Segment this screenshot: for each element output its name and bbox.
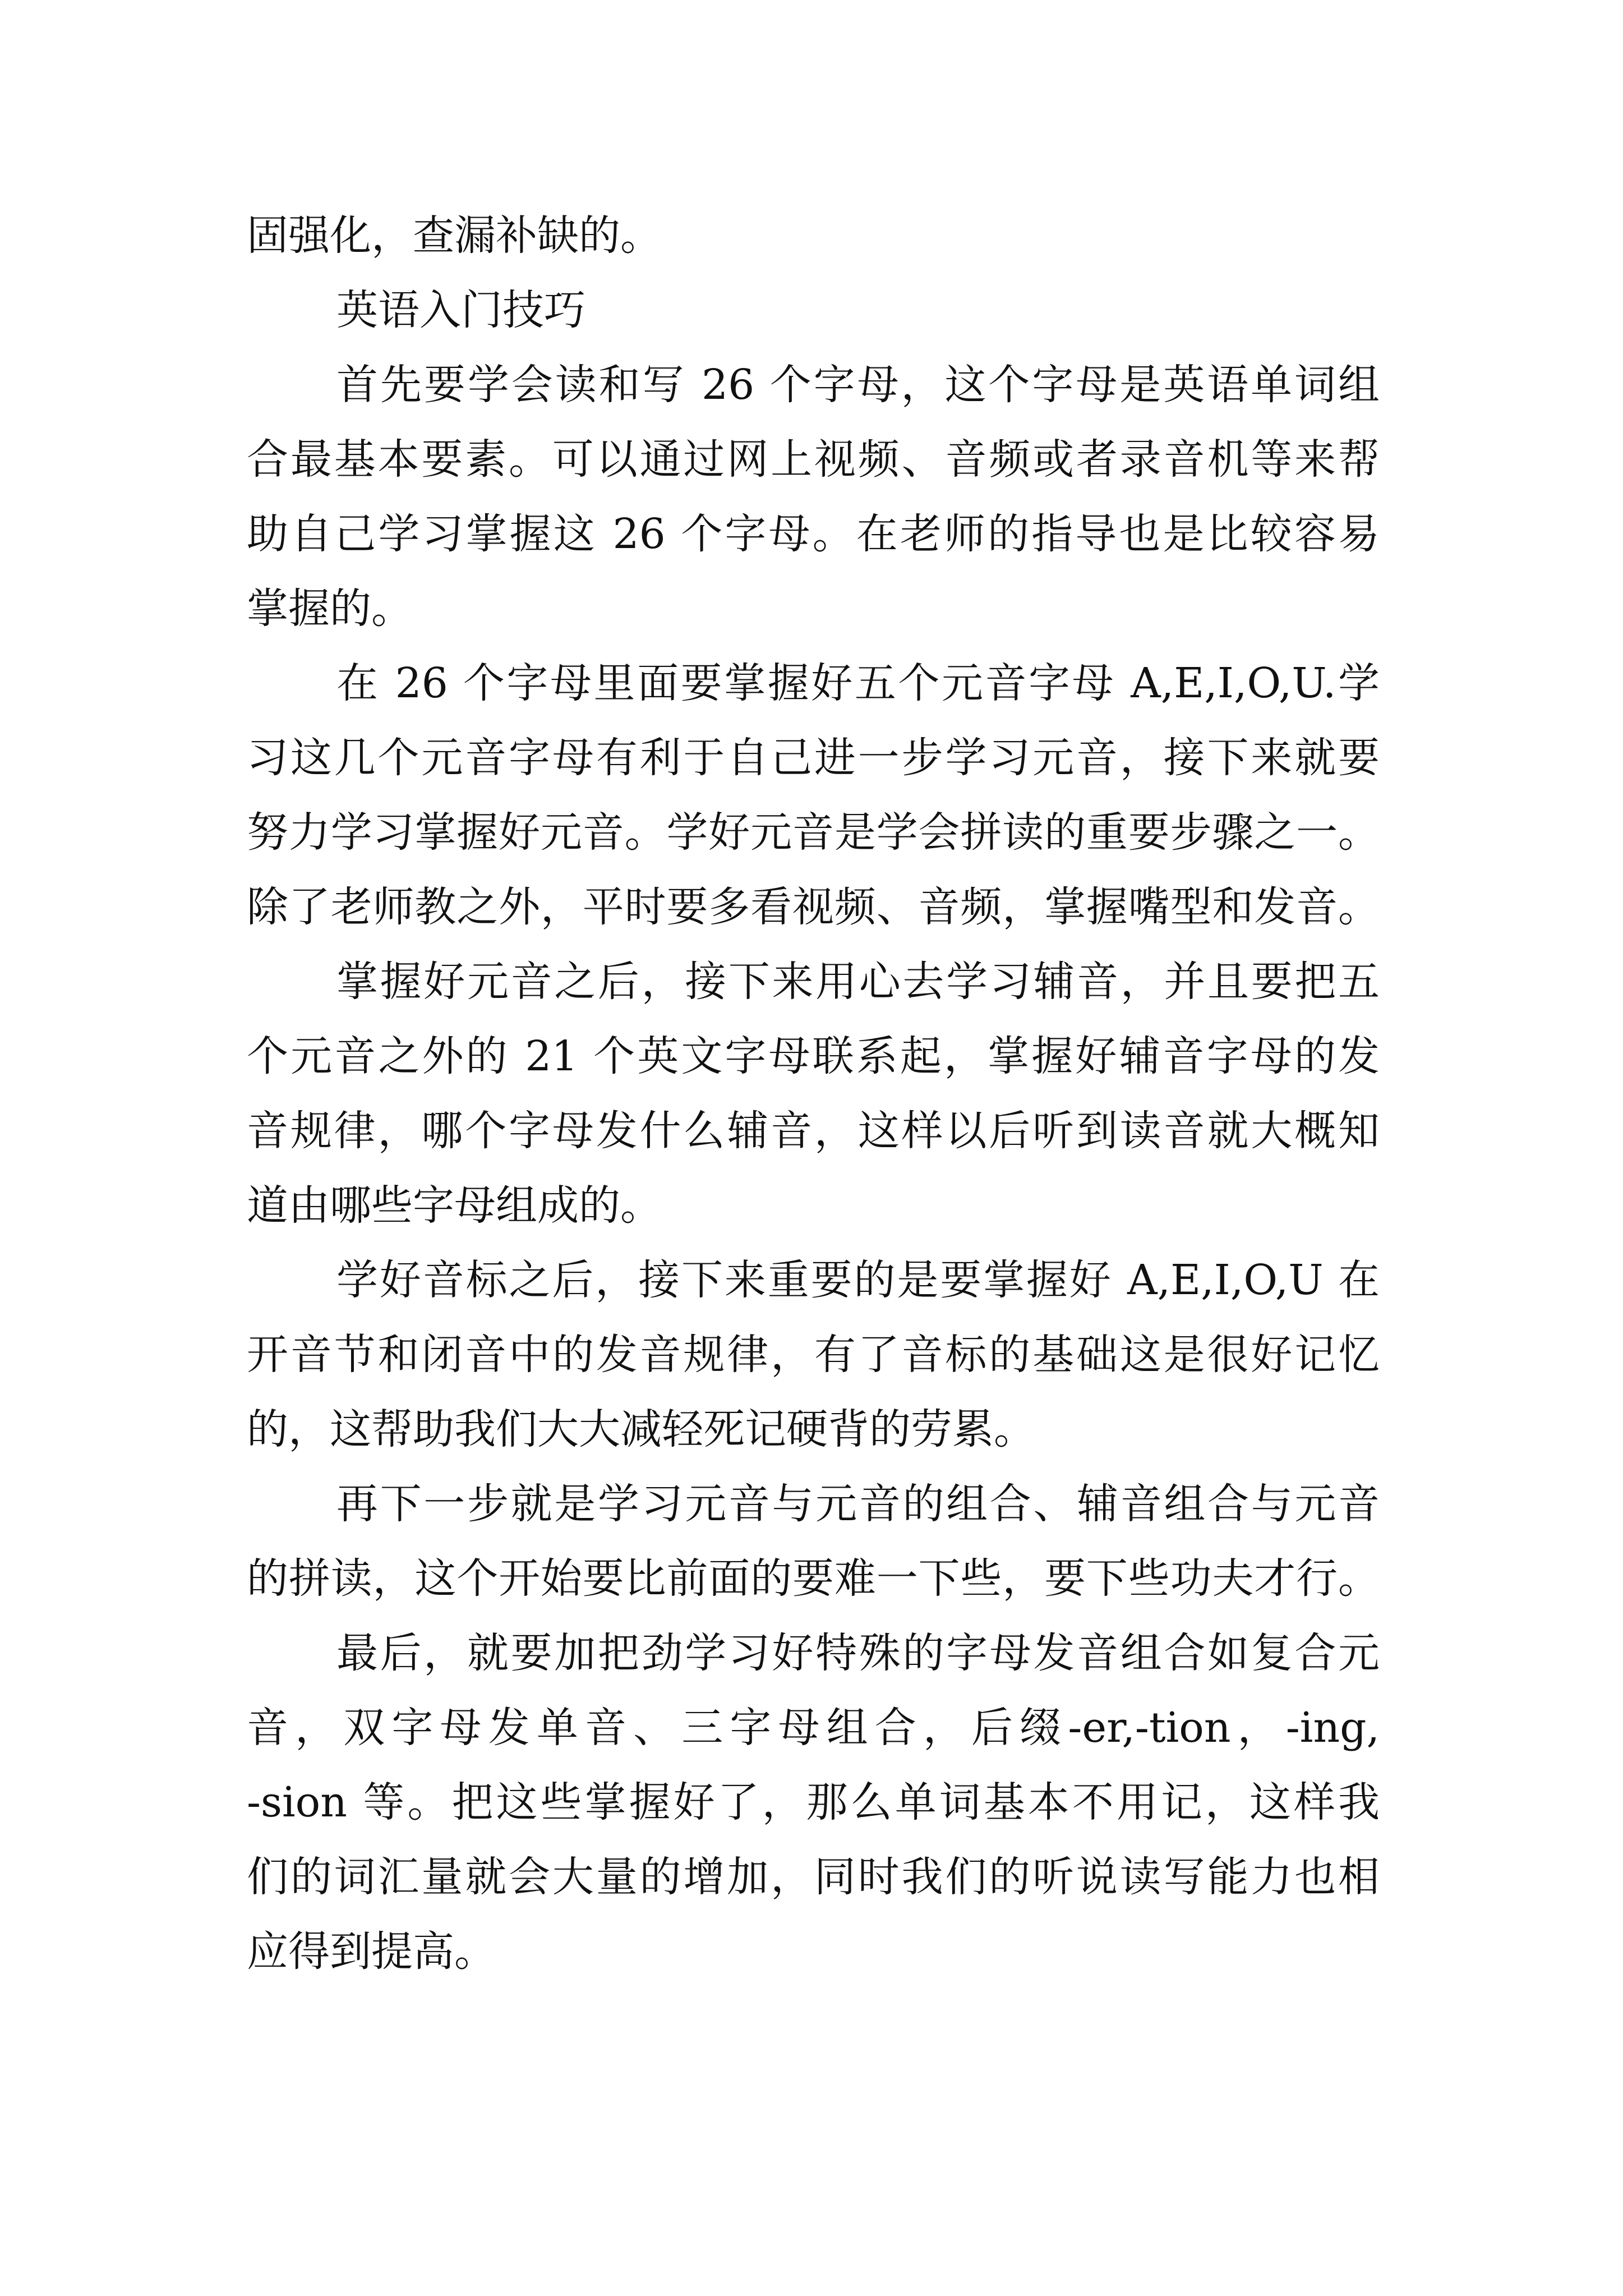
text-line: 们的词汇量就会大量的增加，同时我们的听说读写能力也相 — [247, 1853, 1380, 1901]
text-line: 开音节和闭音中的发音规律，有了音标的基础这是很好记忆 — [247, 1331, 1380, 1379]
text-line: 音，双字母发单音、三字母组合，后缀-er,-tion，-ing, — [247, 1704, 1380, 1752]
text-line: 合最基本要素。可以通过网上视频、音频或者录音机等来帮 — [247, 435, 1380, 484]
text-line: 最后，就要加把劲学习好特殊的字母发音组合如复合元 — [336, 1629, 1380, 1677]
text-line: 应得到提高。 — [247, 1927, 496, 1976]
text-line: 的，这帮助我们大大减轻死记硬背的劳累。 — [247, 1405, 1035, 1453]
text-line: 掌握好元音之后，接下来用心去学习辅音，并且要把五 — [336, 958, 1380, 1006]
text-line: 固强化，查漏补缺的。 — [247, 211, 662, 260]
text-line: -sion 等。把这些掌握好了，那么单词基本不用记，这样我 — [247, 1778, 1380, 1826]
text-line: 个元音之外的 21 个英文字母联系起，掌握好辅音字母的发 — [247, 1032, 1380, 1080]
text-line: 再下一步就是学习元音与元音的组合、辅音组合与元音 — [336, 1480, 1380, 1528]
text-line: 道由哪些字母组成的。 — [247, 1181, 662, 1230]
text-line: 音规律，哪个字母发什么辅音，这样以后听到读音就大概知 — [247, 1107, 1380, 1155]
section-heading: 英语入门技巧 — [336, 286, 585, 334]
text-line: 助自己学习掌握这 26 个字母。在老师的指导也是比较容易 — [247, 510, 1380, 558]
text-line: 掌握的。 — [247, 585, 413, 633]
text-line: 首先要学会读和写 26 个字母，这个字母是英语单词组 — [336, 361, 1380, 409]
text-line: 的拼读，这个开始要比前面的要难一下些，要下些功夫才行。 — [247, 1554, 1380, 1603]
text-line: 学好音标之后，接下来重要的是要掌握好 A,E,I,O,U 在 — [336, 1256, 1380, 1304]
text-line: 努力学习掌握好元音。学好元音是学会拼读的重要步骤之一。 — [247, 808, 1380, 857]
text-line: 在 26 个字母里面要掌握好五个元音字母 A,E,I,O,U.学 — [336, 659, 1380, 707]
text-line: 习这几个元音字母有利于自己进一步学习元音，接下来就要 — [247, 734, 1380, 782]
text-line: 除了老师教之外，平时要多看视频、音频，掌握嘴型和发音。 — [247, 883, 1380, 931]
